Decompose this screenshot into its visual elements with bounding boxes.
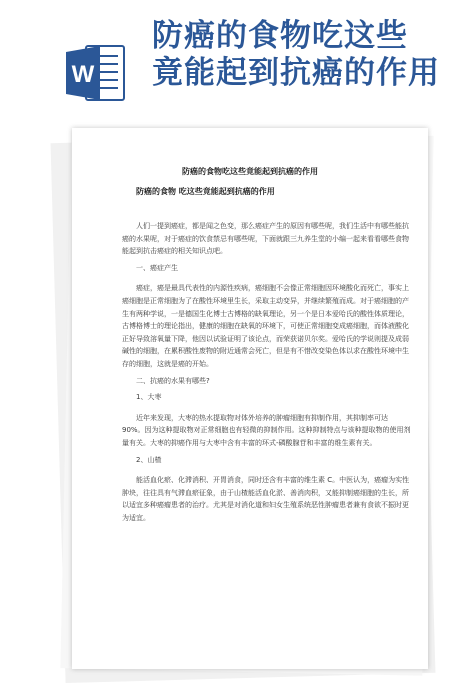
subsection-heading: 2、山楂: [136, 455, 162, 464]
document-subtitle: 防癌的食物 吃这些竟能起到抗癌的作用: [136, 187, 275, 196]
banner-title-line-1: 防癌的食物吃这些: [152, 18, 408, 54]
intro-paragraph: 人们一提到癌症，都是闻之色变，那么癌症产生的原因有哪些呢，我们生活中有哪些能抗癌的水果呢，对于癌症的饮食禁忌有哪些呢，下面就跟三九养生堂的小编一起来看看哪些食物能起到抗击癌症的相关知识点吧。: [122, 222, 409, 256]
section-heading: 一、癌症产生: [136, 263, 178, 272]
body-paragraph: 癌症，癌是最具代表性的内源性疾病，癌细胞不会像正常细胞因环境酸化而死亡，事实上癌细胞是正常细胞为了在酸性环境里生长，采取主动变异，并继续繁殖而成。对于癌细胞的产生有两种学说，一是德国生化博士古博格的缺氧理论，另一个是日本爱哈氏的酸性体质理论，古博格博士的理论指出，健康的细胞在缺氧的环境下，可使正常细胞变成癌细胞，而体液酸化正好导致溶氧量下降，他因以试验证明了该论点，而荣获诺贝尔奖。爱哈氏的学说则提及成弱碱性的细胞，在累积酸性废物的附近通常会死亡，但是有不惜改变染色体以求在酸性环境中生存的细胞，这就是癌的开始。: [122, 284, 409, 368]
banner-title: [152, 18, 462, 92]
word-document-icon: [66, 44, 126, 102]
banner: [0, 0, 474, 130]
document-body: [122, 220, 412, 524]
document-page: [72, 128, 428, 669]
banner-title-line-2: 竟能起到抗癌的作用: [152, 55, 440, 91]
section-heading: 二、抗癌的水果有哪些?: [136, 376, 210, 385]
body-paragraph: 能活血化瘀、化滞消积、开胃消食，同时还含有丰富的维生素 C。中医认为，癌瘤为实性肿块，往往具有气滞血瘀征象，由于山楂能活血化淤、善消肉积，又能抑制癌细胞的生长，所以适宜多种癌瘤患者的治疗。尤其是对消化道和妇女生殖系统恶性肿瘤患者兼有食欲不振时更为适宜。: [122, 476, 410, 522]
word-logo-letter: W: [71, 61, 95, 88]
subsection-heading: 1、大枣: [136, 393, 162, 402]
body-paragraph: 近年来发现，大枣的热水提取物对体外培养的肿瘤细胞有抑制作用，其抑制率可达 90%。因为这种提取物对正常细胞也有轻微的抑制作用。这种抑制特点与该种提取物的使用剂量有关。大枣的抑癌作用与大枣中含有丰富的环式-磷酸腺苷和丰富的维生素有关。: [122, 413, 411, 447]
document-title: 防癌的食物吃这些竟能起到抗癌的作用: [182, 167, 318, 176]
